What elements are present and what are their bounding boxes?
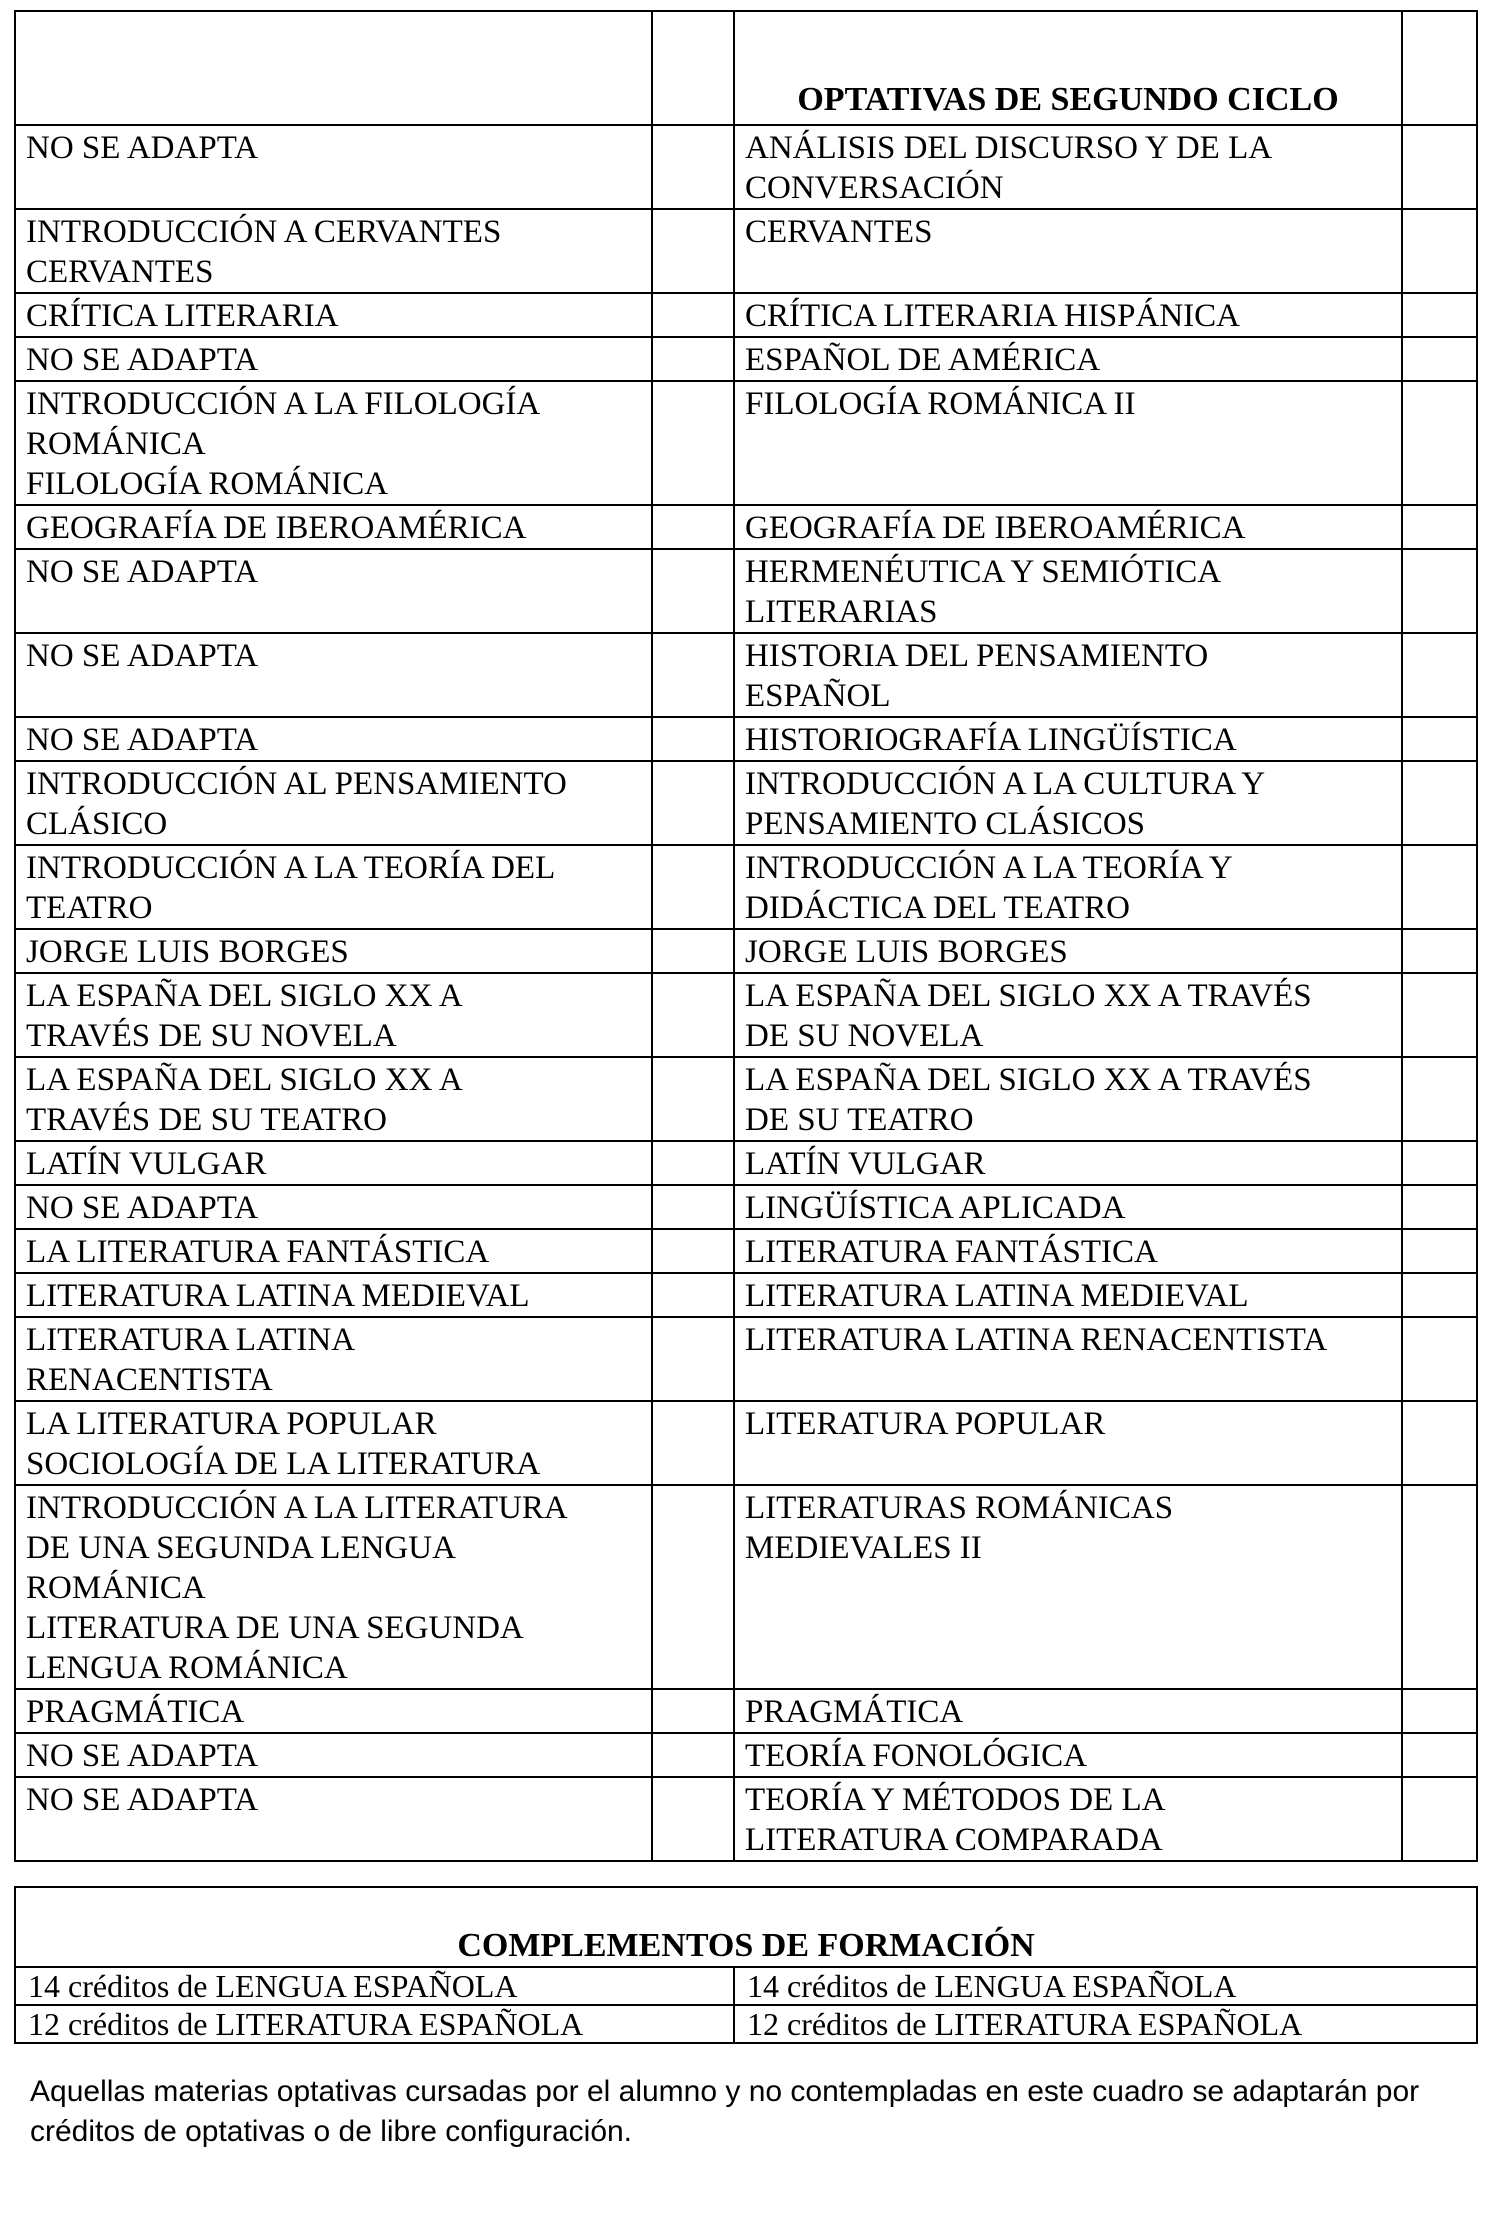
row-left-narrow-cell: [652, 549, 734, 633]
footnote: Aquellas materias optativas cursadas por el alumno y no contempladas en este cuadro se adaptarán por créditos de optativas o de libre configuración.: [30, 2075, 1420, 2148]
row-right-subject: JORGE LUIS BORGES: [734, 929, 1402, 973]
row-right-subject: LA ESPAÑA DEL SIGLO XX A TRAVÉS DE SU NOVELA: [734, 973, 1402, 1057]
row-right-subject: HISTORIA DEL PENSAMIENTO ESPAÑOL: [734, 633, 1402, 717]
row-left-narrow-cell: [652, 973, 734, 1057]
row-left-subject: PRAGMÁTICA: [15, 1689, 652, 1733]
row-right-narrow-cell: [1402, 1057, 1477, 1141]
row-left-narrow-cell: [652, 1185, 734, 1229]
row-right-narrow-cell: [1402, 633, 1477, 717]
row-right-narrow-cell: [1402, 1229, 1477, 1273]
row-right-narrow-cell: [1402, 125, 1477, 209]
row-right-narrow-cell: [1402, 973, 1477, 1057]
row-left-narrow-cell: [652, 1273, 734, 1317]
row-left-subject: NO SE ADAPTA: [15, 337, 652, 381]
table-row: [15, 1401, 1477, 1485]
row-left-subject: NO SE ADAPTA: [15, 1733, 652, 1777]
header-cell-left: [15, 11, 652, 125]
row-left-narrow-cell: [652, 1485, 734, 1689]
table-row: [15, 209, 1477, 293]
row-right-subject: PRAGMÁTICA: [734, 1689, 1402, 1733]
table-row: [15, 1057, 1477, 1141]
row-right-narrow-cell: [1402, 293, 1477, 337]
row-left-narrow-cell: [652, 1401, 734, 1485]
table-row: [15, 717, 1477, 761]
row-right-narrow-cell: [1402, 929, 1477, 973]
table-row: [15, 381, 1477, 505]
row-right-subject: CRÍTICA LITERARIA HISPÁNICA: [734, 293, 1402, 337]
row-left-subject: INTRODUCCIÓN A LA FILOLOGÍA ROMÁNICA FILOLOGÍA ROMÁNICA: [15, 381, 652, 505]
row-left-narrow-cell: [652, 125, 734, 209]
complementos-left: 14 créditos de LENGUA ESPAÑOLA: [15, 1967, 734, 2005]
row-right-narrow-cell: [1402, 1401, 1477, 1485]
row-left-subject: INTRODUCCIÓN A LA LITERATURA DE UNA SEGUNDA LENGUA ROMÁNICA LITERATURA DE UNA SEGUNDA LENGUA ROMÁNICA: [15, 1485, 652, 1689]
row-left-narrow-cell: [652, 929, 734, 973]
table-row: [15, 505, 1477, 549]
row-left-subject: LA LITERATURA FANTÁSTICA: [15, 1229, 652, 1273]
complementos-row: [15, 2005, 1477, 2043]
row-left-narrow-cell: [652, 761, 734, 845]
table-row: [15, 1185, 1477, 1229]
row-left-subject: NO SE ADAPTA: [15, 1777, 652, 1861]
row-left-narrow-cell: [652, 293, 734, 337]
complementos-right: 12 créditos de LITERATURA ESPAÑOLA: [734, 2005, 1477, 2043]
row-left-narrow-cell: [652, 381, 734, 505]
row-left-subject: LA ESPAÑA DEL SIGLO XX A TRAVÉS DE SU NOVELA: [15, 973, 652, 1057]
table-row: [15, 845, 1477, 929]
header-cell-left-narrow: [652, 11, 734, 125]
row-right-narrow-cell: [1402, 845, 1477, 929]
row-left-subject: NO SE ADAPTA: [15, 717, 652, 761]
row-right-subject: LINGÜÍSTICA APLICADA: [734, 1185, 1402, 1229]
table-row: [15, 973, 1477, 1057]
row-left-narrow-cell: [652, 1733, 734, 1777]
row-right-subject: FILOLOGÍA ROMÁNICA II: [734, 381, 1402, 505]
table-row: [15, 1229, 1477, 1273]
row-left-subject: INTRODUCCIÓN A CERVANTES CERVANTES: [15, 209, 652, 293]
complementos-right: 14 créditos de LENGUA ESPAÑOLA: [734, 1967, 1477, 2005]
row-right-narrow-cell: [1402, 717, 1477, 761]
row-left-narrow-cell: [652, 337, 734, 381]
table-row: [15, 1733, 1477, 1777]
row-right-subject: TEORÍA FONOLÓGICA: [734, 1733, 1402, 1777]
complementos-title: COMPLEMENTOS DE FORMACIÓN: [15, 1887, 1477, 1967]
row-right-subject: ESPAÑOL DE AMÉRICA: [734, 337, 1402, 381]
equivalence-table: [14, 10, 1478, 1862]
header-cell-right-narrow: [1402, 11, 1477, 125]
row-left-subject: LITERATURA LATINA MEDIEVAL: [15, 1273, 652, 1317]
row-left-subject: INTRODUCCIÓN A LA TEORÍA DEL TEATRO: [15, 845, 652, 929]
row-right-narrow-cell: [1402, 1273, 1477, 1317]
row-right-subject: LITERATURA LATINA RENACENTISTA: [734, 1317, 1402, 1401]
row-right-subject: HERMENÉUTICA Y SEMIÓTICA LITERARIAS: [734, 549, 1402, 633]
row-right-narrow-cell: [1402, 381, 1477, 505]
row-right-narrow-cell: [1402, 1777, 1477, 1861]
row-right-subject: TEORÍA Y MÉTODOS DE LA LITERATURA COMPARADA: [734, 1777, 1402, 1861]
equivalence-table-body: [15, 11, 1477, 1861]
header-cell-optativas: OPTATIVAS DE SEGUNDO CICLO: [734, 11, 1402, 125]
row-right-subject: LITERATURA POPULAR: [734, 1401, 1402, 1485]
row-left-narrow-cell: [652, 1057, 734, 1141]
row-left-subject: LITERATURA LATINA RENACENTISTA: [15, 1317, 652, 1401]
row-right-narrow-cell: [1402, 761, 1477, 845]
table-row: [15, 337, 1477, 381]
row-right-subject: LITERATURAS ROMÁNICAS MEDIEVALES II: [734, 1485, 1402, 1689]
row-right-subject: LITERATURA LATINA MEDIEVAL: [734, 1273, 1402, 1317]
row-right-subject: CERVANTES: [734, 209, 1402, 293]
row-right-narrow-cell: [1402, 505, 1477, 549]
table-row: [15, 761, 1477, 845]
table-row: [15, 1485, 1477, 1689]
complementos-table-body: [15, 1887, 1477, 2043]
table-row: [15, 125, 1477, 209]
complementos-table: [14, 1886, 1478, 2044]
row-left-narrow-cell: [652, 1141, 734, 1185]
row-right-subject: INTRODUCCIÓN A LA TEORÍA Y DIDÁCTICA DEL TEATRO: [734, 845, 1402, 929]
table-header-row: [15, 11, 1477, 125]
row-right-narrow-cell: [1402, 337, 1477, 381]
row-right-subject: GEOGRAFÍA DE IBEROAMÉRICA: [734, 505, 1402, 549]
row-right-narrow-cell: [1402, 1485, 1477, 1689]
row-left-narrow-cell: [652, 633, 734, 717]
table-row: [15, 929, 1477, 973]
row-left-subject: NO SE ADAPTA: [15, 633, 652, 717]
table-row: [15, 549, 1477, 633]
row-left-subject: LATÍN VULGAR: [15, 1141, 652, 1185]
row-right-subject: ANÁLISIS DEL DISCURSO Y DE LA CONVERSACIÓN: [734, 125, 1402, 209]
table-row: [15, 1689, 1477, 1733]
row-left-narrow-cell: [652, 717, 734, 761]
table-row: [15, 1777, 1477, 1861]
row-left-subject: LA LITERATURA POPULAR SOCIOLOGÍA DE LA LITERATURA: [15, 1401, 652, 1485]
row-left-subject: GEOGRAFÍA DE IBEROAMÉRICA: [15, 505, 652, 549]
row-left-subject: JORGE LUIS BORGES: [15, 929, 652, 973]
complementos-row: [15, 1967, 1477, 2005]
row-left-narrow-cell: [652, 1777, 734, 1861]
row-left-subject: LA ESPAÑA DEL SIGLO XX A TRAVÉS DE SU TEATRO: [15, 1057, 652, 1141]
row-left-narrow-cell: [652, 845, 734, 929]
table-row: [15, 633, 1477, 717]
row-right-narrow-cell: [1402, 209, 1477, 293]
complementos-title-row: [15, 1887, 1477, 1967]
row-right-narrow-cell: [1402, 549, 1477, 633]
row-left-narrow-cell: [652, 1317, 734, 1401]
row-right-subject: HISTORIOGRAFÍA LINGÜÍSTICA: [734, 717, 1402, 761]
row-left-narrow-cell: [652, 209, 734, 293]
row-left-subject: INTRODUCCIÓN AL PENSAMIENTO CLÁSICO: [15, 761, 652, 845]
row-right-subject: LATÍN VULGAR: [734, 1141, 1402, 1185]
row-left-narrow-cell: [652, 1229, 734, 1273]
table-row: [15, 1273, 1477, 1317]
row-right-narrow-cell: [1402, 1185, 1477, 1229]
row-left-subject: CRÍTICA LITERARIA: [15, 293, 652, 337]
row-right-narrow-cell: [1402, 1733, 1477, 1777]
row-right-subject: INTRODUCCIÓN A LA CULTURA Y PENSAMIENTO CLÁSICOS: [734, 761, 1402, 845]
table-row: [15, 293, 1477, 337]
row-left-narrow-cell: [652, 505, 734, 549]
row-left-subject: NO SE ADAPTA: [15, 1185, 652, 1229]
complementos-left: 12 créditos de LITERATURA ESPAÑOLA: [15, 2005, 734, 2043]
table-row: [15, 1141, 1477, 1185]
row-left-narrow-cell: [652, 1689, 734, 1733]
row-right-narrow-cell: [1402, 1141, 1477, 1185]
row-right-subject: LA ESPAÑA DEL SIGLO XX A TRAVÉS DE SU TEATRO: [734, 1057, 1402, 1141]
row-right-narrow-cell: [1402, 1689, 1477, 1733]
row-left-subject: NO SE ADAPTA: [15, 125, 652, 209]
row-right-subject: LITERATURA FANTÁSTICA: [734, 1229, 1402, 1273]
table-row: [15, 1317, 1477, 1401]
row-right-narrow-cell: [1402, 1317, 1477, 1401]
row-left-subject: NO SE ADAPTA: [15, 549, 652, 633]
